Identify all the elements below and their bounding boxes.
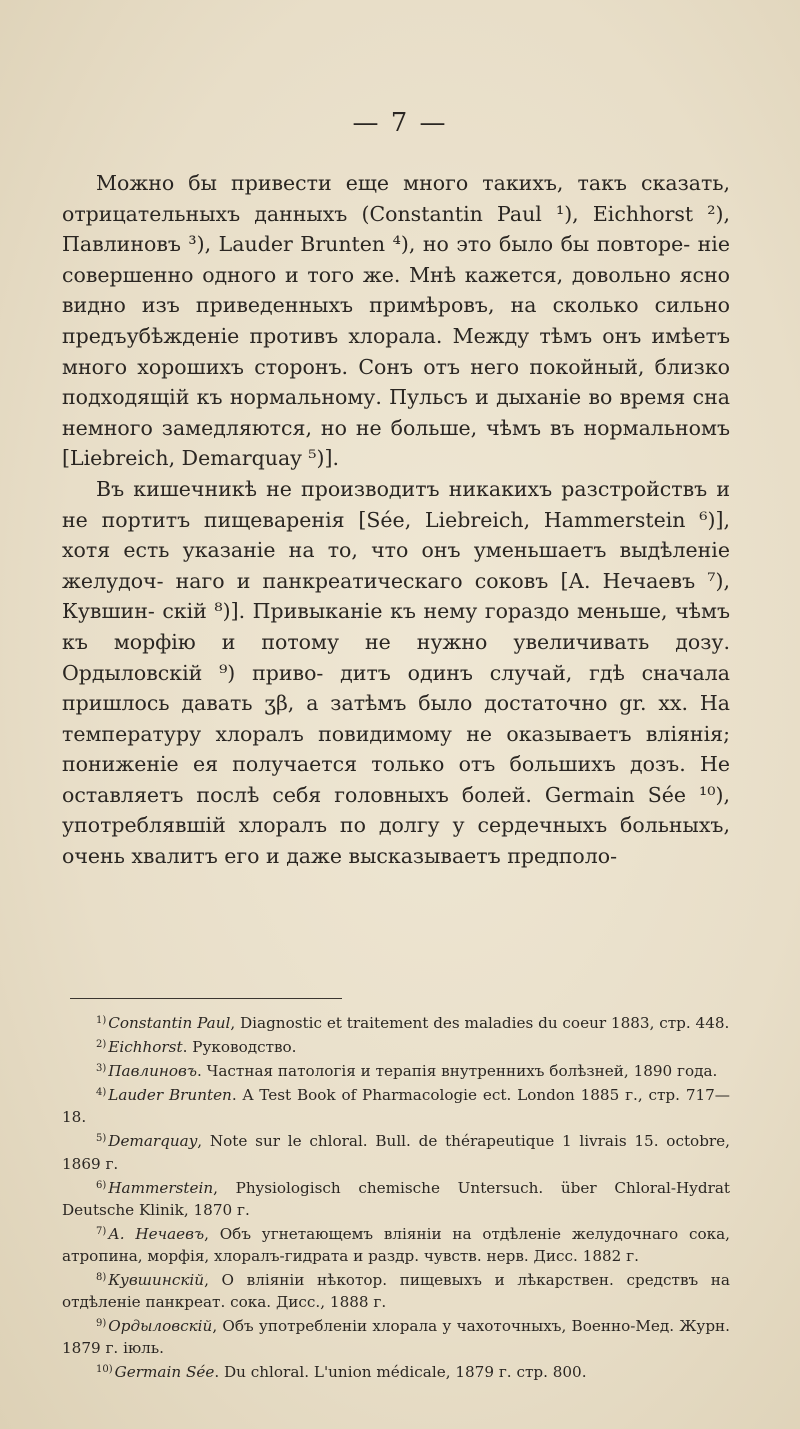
page-number: — 7 — [352,108,448,138]
paragraph-1: Можно бы привести еще много такихъ, такъ сказать, отрицательныхъ данныхъ (Constantin Paul ¹), Eichhorst ²), Павлиновъ ³), Lauder Brunten ⁴), но это было бы повторе- ніе совершенно одного и того же. Мнѣ кажется, довольно ясно видно изъ приведенныхъ примѣровъ, на сколько сильно предъубѣжденіе противъ хлорала. Между тѣмъ онъ имѣетъ много хорошихъ сторонъ. Сонъ отъ него покойный, близко подходящій къ нормальному. Пульсъ и дыханіе во время сна немного замедляются, но не больше, чѣмъ въ нормальномъ [Liebreich, Demarquay ⁵)]. [62,171,730,471]
footnote-text: . Руководство. [182,1038,297,1057]
footnote-text: , Объ угнетающемъ вліяніи на отдѣленіе желудочнаго сока, атропина, морфія, хлоралъ-гидрата и раздр. чувств. нерв. Дисс. 1882 г. [62,1224,731,1265]
footnote-number: 7) [96,1225,107,1237]
footnote-text: , Diagnostic et traitement des maladies du coeur 1883, стр. 448. [230,1014,730,1032]
footnote-number: 1) [96,1015,107,1026]
footnote-text: , Объ употребленіи хлорала у чахоточныхъ, Военно-Мед. Журн. 1879 г. іюль. [62,1317,730,1358]
footnote [62,1010,730,1034]
footnote-author: Germain Sée [114,1363,215,1382]
footnote-text: , Physiologisch chemische Untersuch. über Chloral-Hydrat Deutsche Klinik, 1870 г. [62,1178,730,1219]
footnote-text: . Du chloral. L'union médicale, 1879 г. стр. 800. [214,1363,587,1382]
footnote-author: Кувшинскій [108,1271,205,1290]
footnote-number: 8) [96,1272,107,1284]
footnote [62,1313,730,1359]
footnote-author: Eichhorst [108,1038,183,1057]
footnote-number: 6) [96,1179,107,1191]
footnote [62,1058,730,1082]
footnote-number: 2) [96,1039,107,1051]
footnote-number: 9) [96,1318,107,1330]
footnote [62,1034,730,1058]
footnote-number: 5) [96,1133,107,1145]
footnote [62,1359,730,1383]
footnote-author: А. Нечаевъ [108,1224,205,1243]
footnote-author: Lauder Brunten [108,1086,232,1105]
footnote [62,1221,730,1267]
footnote-divider [70,998,342,999]
footnote-number: 4) [96,1087,107,1099]
footnotes [62,1010,730,1384]
footnote-author: Demarquay [108,1132,198,1151]
footnote [62,1175,730,1221]
body-text [62,168,730,872]
footnote-author: Ордыловскій [108,1317,213,1336]
footnote-author: Hammerstein [108,1178,214,1197]
footnote [62,1267,730,1313]
footnote-author: Павлиновъ [108,1062,197,1081]
footnote-text: , Note sur le chloral. Bull. de thérapeutique 1 livrais 15. octobre, 1869 г. [62,1132,730,1173]
footnote [62,1128,730,1174]
footnote-author: Constantin Paul [108,1014,231,1032]
footnote-text: . A Test Book of Pharmacologie ect. London 1885 г., стр. 717—18. [62,1086,730,1127]
footnote-text: , О вліяніи нѣкотор. пищевыхъ и лѣкарствен. средствъ на отдѣленіе панкреат. сока. Дисс., 1888 г. [62,1271,730,1312]
footnote [62,1082,730,1128]
footnote-text: . Частная патологія и терапія внутреннихъ болѣзней, 1890 года. [196,1062,718,1081]
paragraph-2: Въ кишечникѣ не производитъ никакихъ разстройствъ и не портитъ пищеваренія [Sée, Liebreich, Hammerstein ⁶)], хотя есть указаніе на то, что онъ уменьшаетъ выдѣленіе желудоч- наго и панкреатическаго соковъ [А. Нечаевъ ⁷), Кувшин- скій ⁸)]. Привыканіе къ нему гораздо меньше, чѣмъ къ морфію и потому не нужно увеличивать дозу. Ордыловскій ⁹) приво- дитъ одинъ случай, гдѣ сначала пришлось давать ʒβ, а затѣмъ было достаточно gr. xx. На температуру хлоралъ повидимому не оказываетъ вліянія; пониженіе ея получается только отъ большихъ дозъ. Не оставляетъ послѣ себя головныхъ болей. Germain Sée ¹⁰), употреблявшій хлоралъ по долгу у сердечныхъ больныхъ, очень хвалитъ его и даже высказываетъ предполо- [62,476,730,869]
footnote-number: 10) [96,1364,113,1376]
footnote-number: 3) [96,1063,107,1075]
